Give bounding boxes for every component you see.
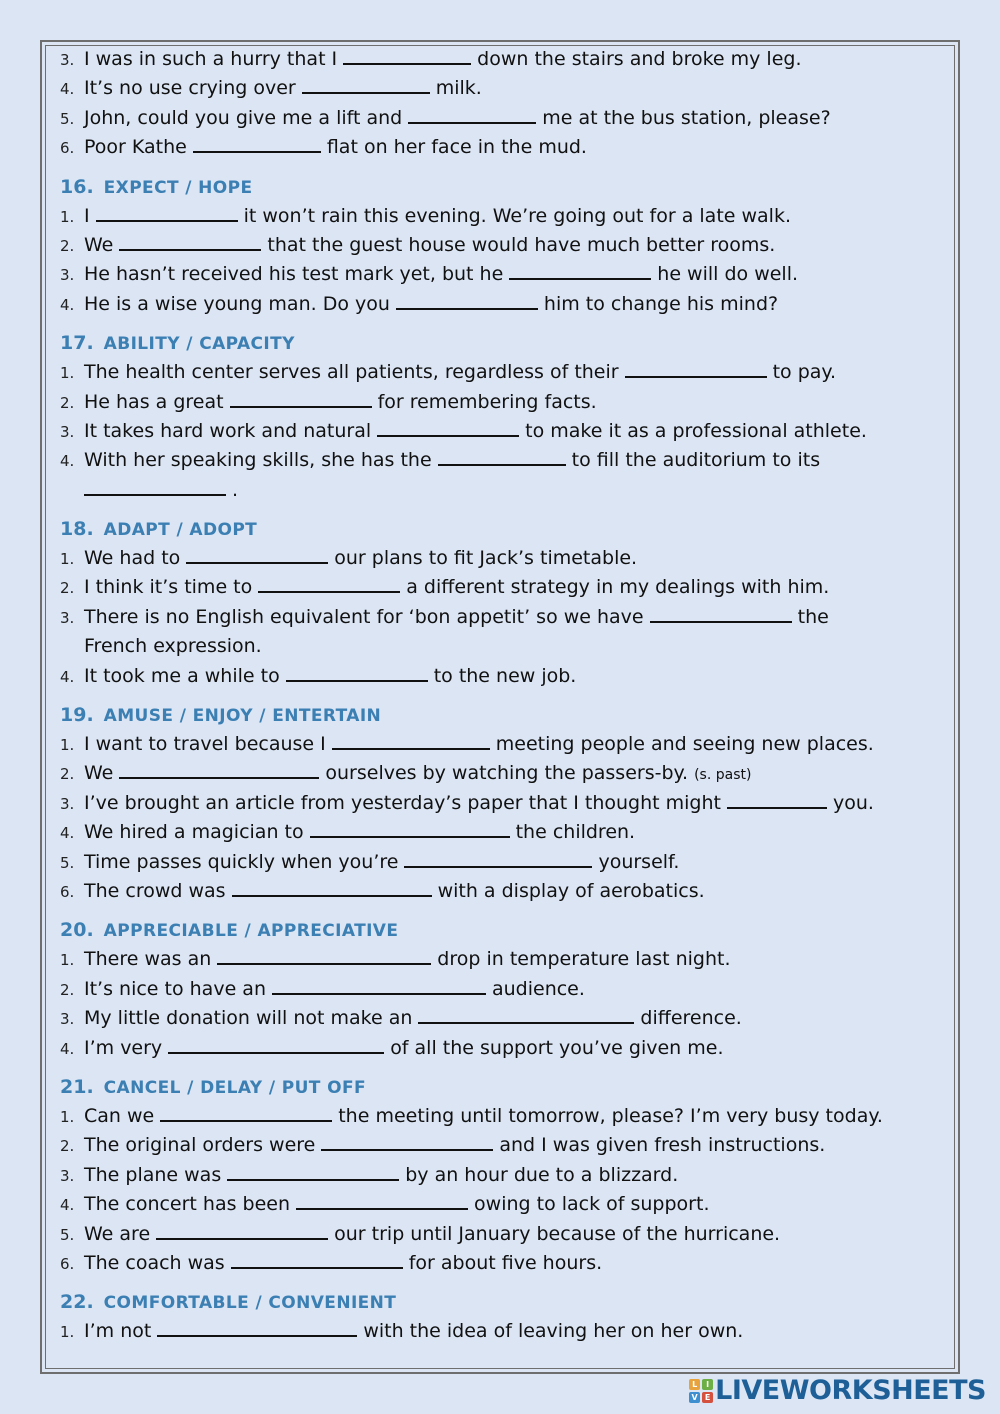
exercise-item bbox=[60, 1131, 940, 1160]
sentence-text: The coach was bbox=[84, 1251, 225, 1274]
sentence-text: our trip until January because of the hurricane. bbox=[334, 1222, 781, 1245]
exercise-item bbox=[60, 104, 940, 133]
exercise-item bbox=[60, 45, 940, 74]
exercise-item bbox=[60, 877, 940, 906]
section-heading bbox=[60, 1072, 940, 1102]
sentence-text: me at the bus station, please? bbox=[542, 106, 831, 129]
sentence-text: I want to travel because I bbox=[84, 733, 326, 756]
exercise-item bbox=[60, 231, 940, 260]
answer-blank[interactable] bbox=[119, 233, 261, 251]
sentence-text: We are bbox=[84, 1222, 151, 1245]
sentence-text: the children. bbox=[515, 821, 636, 844]
item-number: 6. bbox=[60, 139, 75, 158]
answer-blank[interactable] bbox=[227, 1163, 399, 1181]
sentence-text: I’ve brought an article from yesterday’s paper that I thought might bbox=[84, 791, 721, 814]
section-heading bbox=[60, 1287, 940, 1317]
sentence-text: The concert has been bbox=[84, 1193, 291, 1216]
sentence-text: of all the support you’ve given me. bbox=[390, 1036, 724, 1059]
liveworksheets-logo-mark-icon bbox=[689, 1379, 713, 1403]
sentence-text: The original orders were bbox=[84, 1134, 316, 1157]
exercise-item bbox=[60, 388, 940, 417]
sentence-text: He has a great bbox=[84, 390, 224, 413]
sentence-text: He hasn’t received his test mark yet, but he bbox=[84, 263, 504, 286]
tense-hint: (s. past) bbox=[694, 767, 752, 784]
sentence-text: We bbox=[84, 762, 114, 785]
exercise-item bbox=[60, 945, 940, 974]
exercise-item bbox=[60, 789, 940, 818]
section-title: CANCEL / DELAY / PUT OFF bbox=[103, 1077, 366, 1098]
sentence-text: milk. bbox=[435, 77, 482, 100]
item-number: 3. bbox=[60, 1166, 75, 1185]
sentence-text: ourselves by watching the passers-by. bbox=[325, 762, 689, 785]
answer-blank[interactable] bbox=[408, 106, 536, 124]
sentence-text: owing to lack of support. bbox=[474, 1193, 710, 1216]
sentence-text: the meeting until tomorrow, please? I’m very busy today. bbox=[338, 1104, 883, 1127]
answer-blank[interactable] bbox=[193, 135, 321, 153]
logo-mark-square: E bbox=[702, 1392, 713, 1403]
exercise-item bbox=[60, 133, 940, 162]
item-number: 2. bbox=[60, 980, 75, 999]
sentence-text: It’s no use crying over bbox=[84, 77, 296, 100]
sentence-text: flat on her face in the mud. bbox=[326, 136, 587, 159]
exercise-item bbox=[60, 1004, 940, 1033]
item-number: 4. bbox=[60, 80, 75, 99]
sentence-text: with the idea of leaving her on her own. bbox=[363, 1320, 744, 1343]
sentence-text: audience. bbox=[491, 977, 585, 1000]
exercise-item bbox=[60, 662, 940, 691]
sentence-text: We bbox=[84, 233, 114, 256]
sentence-text: We had to bbox=[84, 547, 181, 570]
section-number: 22. bbox=[60, 1291, 94, 1314]
answer-blank[interactable] bbox=[231, 1251, 403, 1269]
sentence-text: down the stairs and broke my leg. bbox=[477, 48, 802, 70]
item-number: 1. bbox=[60, 364, 75, 383]
answer-blank[interactable] bbox=[650, 605, 792, 623]
sentence-text: difference. bbox=[640, 1007, 742, 1030]
section-title: ABILITY / CAPACITY bbox=[103, 334, 295, 355]
item-number: 1. bbox=[60, 207, 75, 226]
exercise-item bbox=[60, 975, 940, 1004]
exercise-item bbox=[60, 848, 940, 877]
sentence-text: I’m very bbox=[84, 1036, 163, 1059]
answer-blank[interactable] bbox=[343, 47, 471, 65]
exercise-item bbox=[60, 603, 940, 632]
exercise-item bbox=[60, 260, 940, 289]
liveworksheets-logo bbox=[689, 1375, 986, 1406]
sentence-text: to the new job. bbox=[433, 664, 577, 687]
answer-blank[interactable] bbox=[727, 791, 827, 809]
section-heading bbox=[60, 172, 940, 202]
sentence-text: for remembering facts. bbox=[377, 390, 597, 413]
answer-blank[interactable] bbox=[186, 546, 328, 564]
exercise-item bbox=[60, 358, 940, 387]
sentence-text: to pay. bbox=[772, 361, 836, 384]
answer-blank[interactable] bbox=[302, 76, 430, 94]
sentence-text: drop in temperature last night. bbox=[437, 948, 731, 971]
logo-mark-square: V bbox=[689, 1392, 700, 1403]
item-number: 3. bbox=[60, 794, 75, 813]
item-number: 5. bbox=[60, 109, 75, 128]
answer-blank[interactable] bbox=[119, 761, 319, 779]
sentence-text: for about five hours. bbox=[408, 1251, 603, 1274]
sentence-text: yourself. bbox=[598, 850, 680, 873]
sentence-text: him to change his mind? bbox=[543, 292, 779, 315]
sentence-text: meeting people and seeing new places. bbox=[495, 733, 874, 756]
item-number: 3. bbox=[60, 608, 75, 627]
item-number: 4. bbox=[60, 1196, 75, 1215]
section-title: APPRECIABLE / APPRECIATIVE bbox=[103, 921, 399, 942]
exercise-item bbox=[60, 1220, 940, 1249]
exercise-item bbox=[60, 1102, 940, 1131]
sentence-text: I’m not bbox=[84, 1320, 152, 1343]
exercise-item bbox=[60, 446, 940, 475]
answer-blank[interactable] bbox=[332, 732, 490, 750]
item-number: 1. bbox=[60, 550, 75, 569]
answer-blank[interactable] bbox=[418, 1006, 634, 1024]
sentence-text: . bbox=[232, 478, 239, 501]
item-number: 4. bbox=[60, 667, 75, 686]
section-title: AMUSE / ENJOY / ENTERTAIN bbox=[103, 706, 382, 727]
item-number: 5. bbox=[60, 1225, 75, 1244]
item-number: 5. bbox=[60, 853, 75, 872]
sentence-text: French expression. bbox=[84, 635, 262, 658]
sentence-text: He is a wise young man. Do you bbox=[84, 292, 390, 315]
answer-blank[interactable] bbox=[310, 820, 510, 838]
item-number: 3. bbox=[60, 422, 75, 441]
item-number: 6. bbox=[60, 1254, 75, 1273]
answer-blank[interactable] bbox=[84, 478, 226, 496]
answer-blank[interactable] bbox=[296, 1192, 468, 1210]
sentence-text: It’s nice to have an bbox=[84, 977, 266, 1000]
sentence-text: a different strategy in my dealings with him. bbox=[406, 576, 830, 599]
logo-mark-square: L bbox=[689, 1379, 700, 1390]
answer-blank[interactable] bbox=[286, 664, 428, 682]
exercise-item bbox=[60, 417, 940, 446]
answer-blank[interactable] bbox=[396, 292, 538, 310]
section-number: 20. bbox=[60, 919, 94, 942]
sentence-text: Poor Kathe bbox=[84, 136, 187, 159]
item-number: 4. bbox=[60, 295, 75, 314]
section-title: EXPECT / HOPE bbox=[103, 177, 253, 198]
answer-blank[interactable] bbox=[377, 419, 519, 437]
answer-blank[interactable] bbox=[321, 1133, 493, 1151]
item-number: 2. bbox=[60, 236, 75, 255]
section-heading bbox=[60, 915, 940, 945]
item-number: 2. bbox=[60, 393, 75, 412]
item-number: 4. bbox=[60, 824, 75, 843]
item-number: 1. bbox=[60, 951, 75, 970]
sentence-text: our plans to fit Jack’s timetable. bbox=[334, 547, 638, 570]
sentence-text: I think it’s time to bbox=[84, 576, 253, 599]
item-number: 2. bbox=[60, 579, 75, 598]
item-number: 1. bbox=[60, 1107, 75, 1126]
exercise-item bbox=[60, 1034, 940, 1063]
exercise-item bbox=[60, 74, 940, 103]
answer-blank[interactable] bbox=[230, 390, 372, 408]
sentence-text: The health center serves all patients, regardless of their bbox=[84, 361, 619, 384]
exercise-item bbox=[60, 818, 940, 847]
answer-blank[interactable] bbox=[272, 977, 486, 995]
exercise-item bbox=[60, 202, 940, 231]
exercise-item-continuation bbox=[60, 476, 940, 505]
sentence-text: We hired a magician to bbox=[84, 821, 304, 844]
answer-blank[interactable] bbox=[404, 850, 592, 868]
answer-blank[interactable] bbox=[156, 1222, 328, 1240]
sentence-text: by an hour due to a blizzard. bbox=[405, 1163, 679, 1186]
sentence-text: he will do well. bbox=[657, 263, 799, 286]
sentence-text: to make it as a professional athlete. bbox=[525, 419, 867, 442]
section-title: COMFORTABLE / CONVENIENT bbox=[103, 1293, 397, 1314]
sentence-text: I was in such a hurry that I bbox=[84, 48, 338, 70]
section-number: 17. bbox=[60, 332, 94, 355]
exercise-item bbox=[60, 544, 940, 573]
exercise-item bbox=[60, 1317, 940, 1346]
logo-mark-square: I bbox=[702, 1379, 713, 1390]
answer-blank[interactable] bbox=[217, 947, 431, 965]
worksheet-content bbox=[60, 45, 940, 1347]
section-heading bbox=[60, 328, 940, 358]
sentence-text: There was an bbox=[84, 948, 212, 971]
exercise-item bbox=[60, 759, 940, 788]
item-number: 2. bbox=[60, 1137, 75, 1156]
sentence-text: The crowd was bbox=[84, 879, 226, 902]
item-number: 3. bbox=[60, 51, 75, 69]
item-number: 4. bbox=[60, 1039, 75, 1058]
answer-blank[interactable] bbox=[168, 1036, 384, 1054]
sentence-text: with a display of aerobatics. bbox=[437, 879, 705, 902]
section-heading bbox=[60, 700, 940, 730]
answer-blank[interactable] bbox=[438, 448, 566, 466]
sentence-text: The plane was bbox=[84, 1163, 222, 1186]
sentence-text: I bbox=[84, 204, 90, 227]
sentence-text: Can we bbox=[84, 1104, 155, 1127]
section-number: 19. bbox=[60, 704, 94, 727]
sentence-text: Time passes quickly when you’re bbox=[84, 850, 399, 873]
section-number: 21. bbox=[60, 1075, 94, 1098]
item-number: 6. bbox=[60, 882, 75, 901]
exercise-item bbox=[60, 1190, 940, 1219]
item-number: 2. bbox=[60, 765, 75, 784]
sentence-text: My little donation will not make an bbox=[84, 1007, 413, 1030]
answer-blank[interactable] bbox=[160, 1104, 332, 1122]
exercise-item bbox=[60, 1161, 940, 1190]
section-number: 18. bbox=[60, 518, 94, 541]
exercise-item bbox=[60, 573, 940, 602]
sentence-text: you. bbox=[832, 791, 874, 814]
exercise-item bbox=[60, 290, 940, 319]
sentence-text: It took me a while to bbox=[84, 664, 280, 687]
item-number: 3. bbox=[60, 1010, 75, 1029]
sentence-text: it won’t rain this evening. We’re going out for a late walk. bbox=[243, 204, 792, 227]
sentence-text: that the guest house would have much better rooms. bbox=[267, 233, 776, 256]
item-number: 1. bbox=[60, 1323, 75, 1342]
section-title: ADAPT / ADOPT bbox=[103, 520, 258, 541]
sentence-text: the bbox=[797, 605, 829, 628]
answer-blank[interactable] bbox=[232, 879, 432, 897]
item-number: 4. bbox=[60, 452, 75, 471]
answer-blank[interactable] bbox=[157, 1319, 357, 1337]
answer-blank[interactable] bbox=[625, 360, 767, 378]
sentence-text: There is no English equivalent for ‘bon appetit’ so we have bbox=[84, 605, 644, 628]
answer-blank[interactable] bbox=[96, 204, 238, 222]
section-heading bbox=[60, 514, 940, 544]
sentence-text: John, could you give me a lift and bbox=[84, 106, 403, 129]
answer-blank[interactable] bbox=[509, 262, 651, 280]
sentence-text: With her speaking skills, she has the bbox=[84, 449, 432, 472]
sentence-text: and I was given fresh instructions. bbox=[499, 1134, 826, 1157]
sentence-text: to fill the auditorium to its bbox=[571, 449, 821, 472]
sentence-text: It takes hard work and natural bbox=[84, 419, 372, 442]
exercise-item bbox=[60, 730, 940, 759]
item-number: 1. bbox=[60, 736, 75, 755]
liveworksheets-logo-text: LIVEWORKSHEETS bbox=[715, 1375, 986, 1406]
item-number: 3. bbox=[60, 266, 75, 285]
exercise-item bbox=[60, 1249, 940, 1278]
answer-blank[interactable] bbox=[258, 575, 400, 593]
exercise-item-continuation bbox=[60, 632, 940, 661]
section-number: 16. bbox=[60, 175, 94, 198]
